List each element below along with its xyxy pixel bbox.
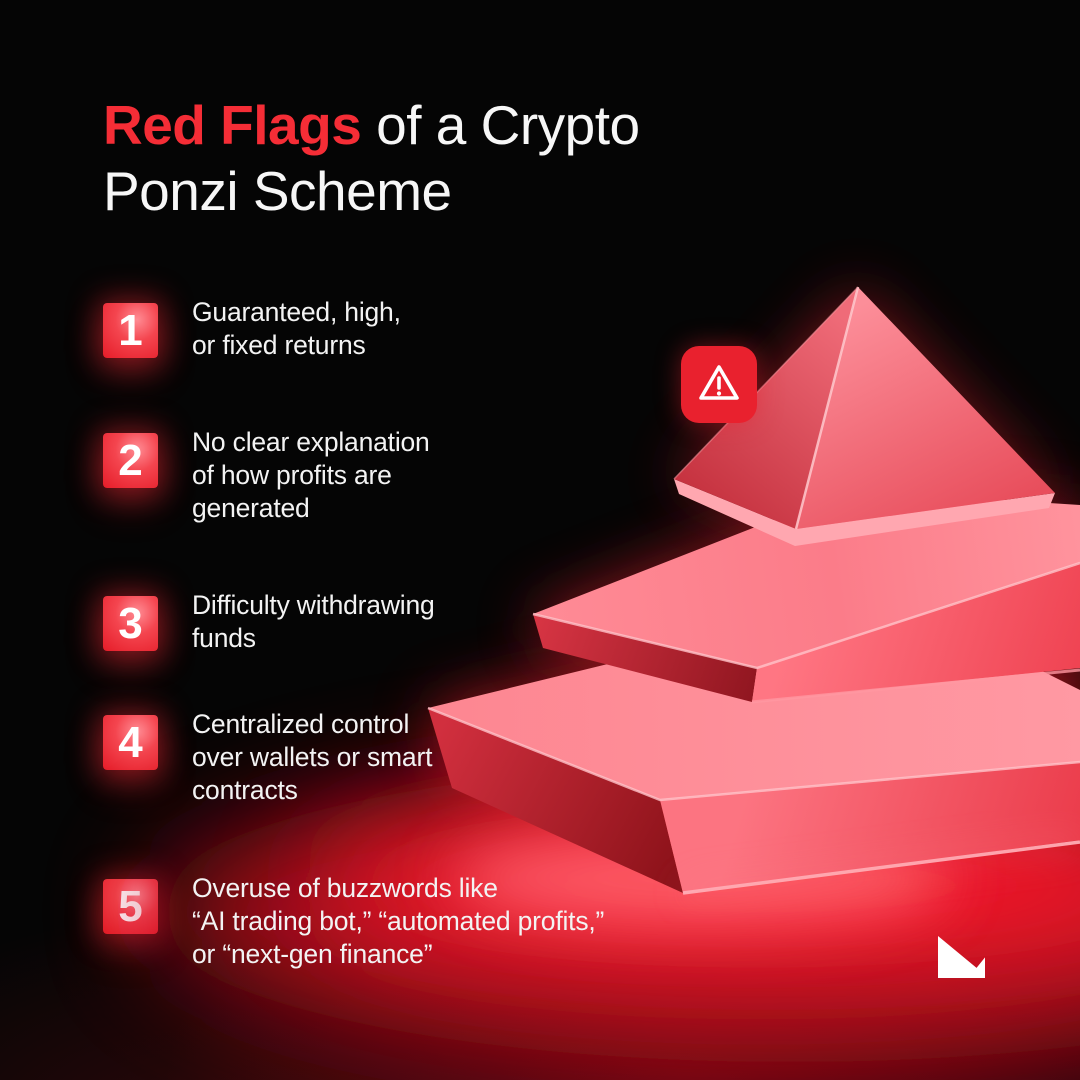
item-line: Overuse of buzzwords like (192, 873, 498, 903)
item-1-text (192, 296, 401, 362)
badge-number: 2 (118, 435, 143, 485)
item-line: Guaranteed, high, (192, 297, 401, 327)
item-line: Centralized control (192, 709, 410, 739)
item-line: of how profits are (192, 460, 392, 490)
badge-number: 5 (118, 881, 143, 931)
item-line: generated (192, 493, 310, 523)
item-3-text (192, 589, 435, 655)
item-line: Difficulty withdrawing (192, 590, 435, 620)
warning-badge (681, 346, 757, 423)
item-line: or “next-gen finance” (192, 939, 433, 969)
title-rest: of a Crypto (361, 94, 640, 156)
item-5-text (192, 872, 604, 971)
badge-number: 3 (118, 598, 143, 648)
item-line: contracts (192, 775, 298, 805)
warning-triangle-icon (691, 357, 747, 413)
item-line: No clear explanation (192, 427, 430, 457)
item-2-text (192, 426, 430, 525)
item-line: over wallets or smart (192, 742, 433, 772)
item-line: “AI trading bot,” “automated profits,” (192, 906, 605, 936)
item-line: funds (192, 623, 256, 653)
item-4-text (192, 708, 432, 807)
badge-number: 1 (118, 305, 143, 355)
badge-number: 4 (118, 717, 143, 767)
title-line-2: Ponzi Scheme (103, 160, 452, 222)
item-line: or fixed returns (192, 330, 366, 360)
title-highlight: Red Flags (103, 94, 362, 156)
